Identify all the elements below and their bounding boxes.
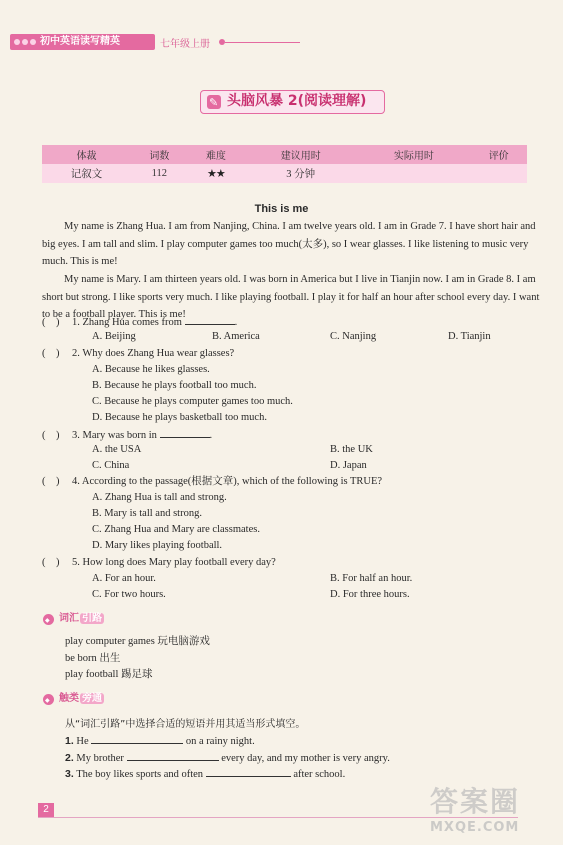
practice-badge-icon xyxy=(43,694,54,705)
watermark-logo: 答案圈 xyxy=(430,785,521,818)
fill-blank-2[interactable] xyxy=(127,749,219,761)
answer-bracket[interactable]: ( ) xyxy=(42,348,60,359)
option-c[interactable]: C. Because he plays computer games too much. xyxy=(92,396,293,407)
answer-bracket[interactable]: ( ) xyxy=(42,476,60,487)
story-paragraph-1: My name is Zhang Hua. I am from Nanjing, China. I am twelve years old. I am in Grade 7. I have short hair and big eyes. I am tall and slim. I play computer games too much(太多), so I wear glasses. I like listening to music very much. This is me! xyxy=(42,221,536,268)
info-difficulty-stars: ★★ xyxy=(188,164,245,183)
info-header-difficulty: 难度 xyxy=(188,145,245,164)
question-5: ( ) 5. How long does Mary play football every day? xyxy=(42,555,542,571)
reading-info-table xyxy=(42,145,527,183)
header-divider xyxy=(225,42,300,43)
info-header-actual-time: 实际用时 xyxy=(357,145,470,164)
vocab-item: play computer games 玩电脑游戏 xyxy=(65,636,210,647)
question-1: ( ) 1. Zhang Hua comes from . xyxy=(42,313,542,331)
grade-label: 七年级上册 xyxy=(160,39,210,50)
info-header-words: 词数 xyxy=(131,145,188,164)
option-d[interactable]: D. Because he plays basketball too much. xyxy=(92,412,267,423)
info-evaluation xyxy=(470,164,527,183)
answer-bracket[interactable]: ( ) xyxy=(42,557,60,568)
info-genre: 记叙文 xyxy=(42,164,131,183)
info-table-header-row xyxy=(42,145,527,164)
fill-blank-3[interactable] xyxy=(206,765,291,777)
option-a[interactable]: A. the USA xyxy=(92,444,142,455)
answer-bracket[interactable]: ( ) xyxy=(42,317,60,328)
option-b[interactable]: B. the UK xyxy=(330,444,373,455)
fill-item-3: 3. The boy likes sports and often after school. xyxy=(65,765,345,783)
page-number: 2 xyxy=(38,803,54,817)
info-header-evaluation: 评价 xyxy=(470,145,527,164)
option-d[interactable]: D. Tianjin xyxy=(448,331,491,342)
vocab-section-tag: ◆ 词汇 引路 xyxy=(43,612,104,626)
option-c[interactable]: C. Zhang Hua and Mary are classmates. xyxy=(92,524,260,535)
story-paragraph-2: My name is Mary. I am thirteen years old. I was born in America but I live in Tianjin now. I am in Grade 8. I am short but strong. I like sports very much. I like playing football. I play it for half an hour after school every day. I want to be a football player. This is me! xyxy=(42,274,540,321)
section-title-box xyxy=(200,90,385,114)
option-a[interactable]: A. Beijing xyxy=(92,331,136,342)
pencil-icon xyxy=(207,95,221,109)
option-b[interactable]: B. America xyxy=(212,331,260,342)
vocab-item: be born 出生 xyxy=(65,653,121,664)
fill-blank-1[interactable] xyxy=(91,732,183,744)
info-table-value-row xyxy=(42,164,527,183)
practice-instruction: 从“词汇引路”中选择合适的短语并用其适当形式填空。 xyxy=(65,719,306,730)
option-a[interactable]: A. Because he likes glasses. xyxy=(92,364,210,375)
info-header-suggested-time: 建议用时 xyxy=(244,145,357,164)
option-d[interactable]: D. Mary likes playing football. xyxy=(92,540,223,551)
info-words: 112 xyxy=(131,164,188,183)
fill-item-2: 2. My brother every day, and my mother is very angry. xyxy=(65,749,390,767)
option-c[interactable]: C. Nanjing xyxy=(330,331,377,342)
answer-blank[interactable] xyxy=(160,426,210,438)
fill-item-1: 1. He on a rainy night. xyxy=(65,732,255,750)
practice-section-tag: ◆ 触类 旁通 xyxy=(43,692,104,706)
option-b[interactable]: B. Mary is tall and strong. xyxy=(92,508,202,519)
option-a[interactable]: A. Zhang Hua is tall and strong. xyxy=(92,492,227,503)
question-4: ( ) 4. According to the passage(根据文章), which of the following is TRUE? xyxy=(42,474,542,490)
section-title: 头脑风暴 2(阅读理解) xyxy=(227,93,367,109)
option-b[interactable]: B. Because he plays football too much. xyxy=(92,380,257,391)
option-c[interactable]: C. China xyxy=(92,460,130,471)
option-b[interactable]: B. For half an hour. xyxy=(330,573,413,584)
answer-blank[interactable] xyxy=(185,313,235,325)
vocab-badge-icon xyxy=(43,614,54,625)
question-3: ( ) 3. Mary was born in . xyxy=(42,426,542,444)
option-c[interactable]: C. For two hours. xyxy=(92,589,166,600)
story-title: This is me xyxy=(254,203,309,215)
vocab-item: play football 踢足球 xyxy=(65,669,153,680)
info-header-genre: 体裁 xyxy=(42,145,131,164)
info-actual-time xyxy=(357,164,470,183)
question-2: ( ) 2. Why does Zhang Hua wear glasses? xyxy=(42,346,542,362)
info-suggested-time: 3 分钟 xyxy=(244,164,357,183)
answer-bracket[interactable]: ( ) xyxy=(42,430,60,441)
banner-dots-icon xyxy=(14,37,40,47)
option-d[interactable]: D. Japan xyxy=(330,460,367,471)
watermark xyxy=(430,780,560,840)
option-a[interactable]: A. For an hour. xyxy=(92,573,156,584)
option-d[interactable]: D. For three hours. xyxy=(330,589,410,600)
book-title: 初中英语读写精英 xyxy=(40,36,120,47)
watermark-url: MXQE.COM xyxy=(430,820,520,835)
